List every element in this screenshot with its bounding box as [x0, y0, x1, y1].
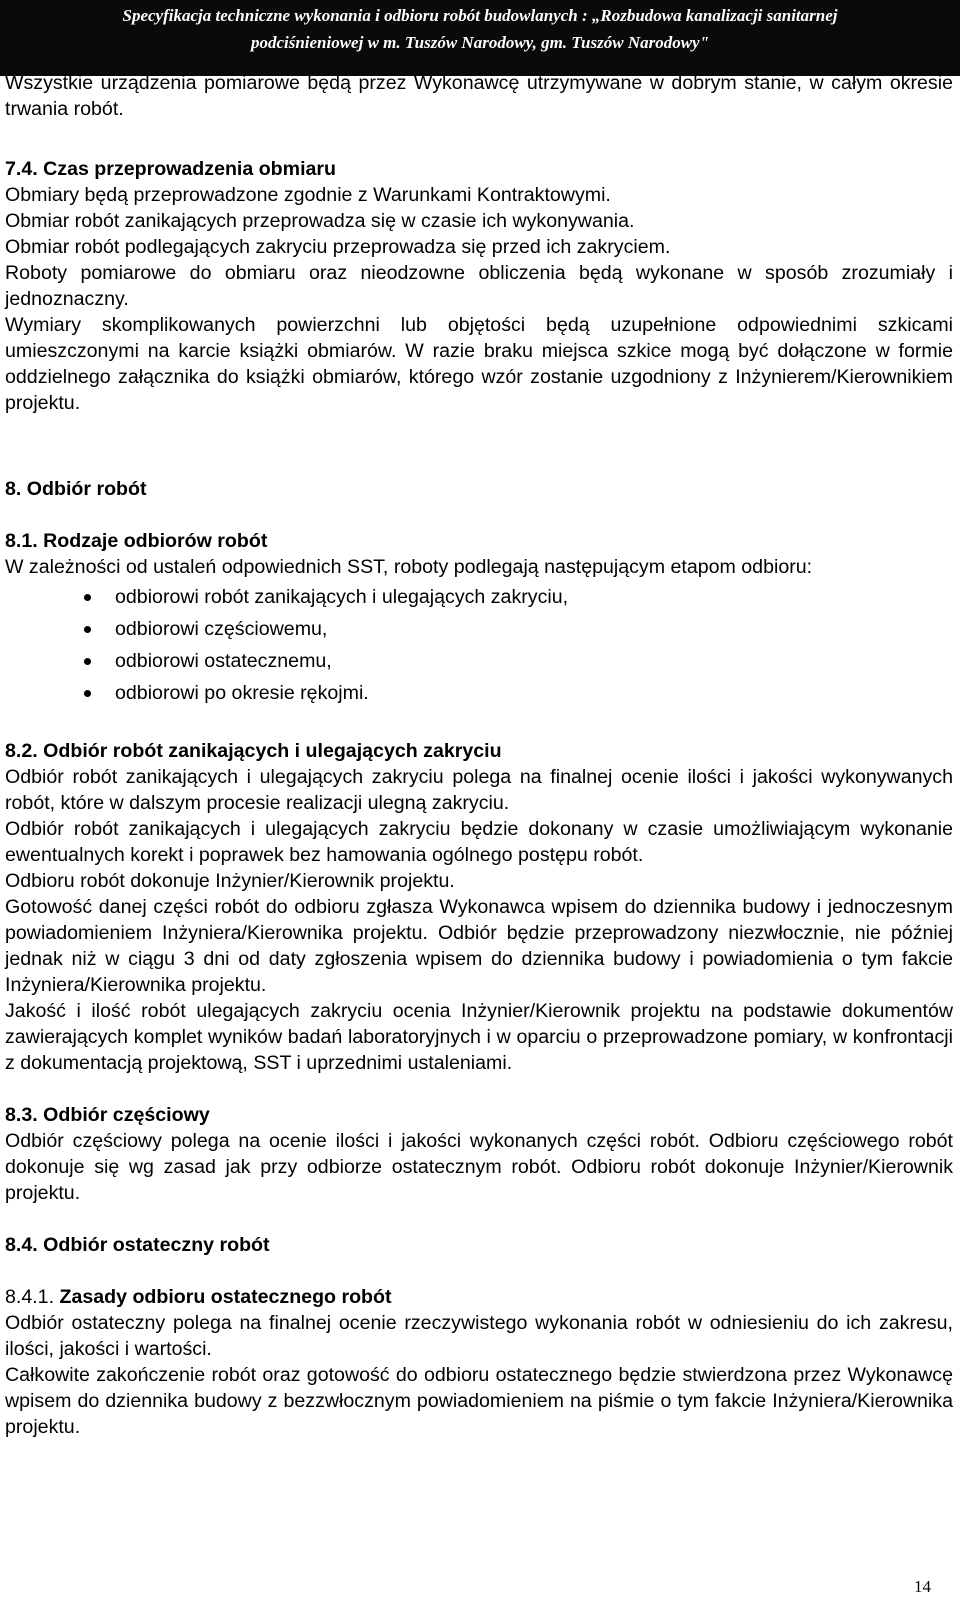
- section-7-4-line-5: Wymiary skomplikowanych powierzchni lub objętości będą uzupełnione odpowiednimi szkicami umieszczonymi na karcie książki obmiarów. W razie braku miejsca szkice mogą być dołączone w formie oddzielnego załącznika do książki obmiarów, którego wzór zostanie uzgodniony z Inżynierem/Kierownikiem projektu.: [5, 314, 953, 414]
- section-8-2-number: 8.2.: [5, 740, 38, 762]
- section-8-2-para-2: Odbiór robót zanikających i ulegających zakryciu będzie dokonany w czasie umożliwiającym wykonanie ewentualnych korekt i poprawek bez hamowania ogólnego postępu robót.: [5, 818, 953, 866]
- section-8-3-number: 8.3.: [5, 1104, 38, 1126]
- section-8-4-1-title: Zasady odbioru ostatecznego robót: [59, 1286, 392, 1308]
- section-8-2-heading: [5, 738, 953, 764]
- document-header: [0, 0, 960, 76]
- section-8-2-para-3: Odbioru robót dokonuje Inżynier/Kierownik projektu.: [5, 870, 455, 892]
- header-line-1: Specyfikacja techniczne wykonania i odbioru robót budowlanych : „Rozbudowa kanalizacji sanitarnej: [122, 6, 838, 25]
- section-8-2-para-4: Gotowość danej części robót do odbioru zgłasza Wykonawca wpisem do dziennika budowy i jednoczesnym powiadomieniem Inżyniera/Kierownika projektu. Odbiór będzie przeprowadzony niezwłocznie, nie później jednak niż w ciągu 3 dni od daty zgłoszenia wpisem do dziennika budowy i powiadomienia o tym fakcie Inżyniera/Kierownika projektu.: [5, 896, 953, 996]
- section-8-3-title: Odbiór częściowy: [43, 1104, 210, 1126]
- section-7-4-line-4: Roboty pomiarowe do obmiaru oraz nieodzowne obliczenia będą wykonane w sposób zrozumiały i jednoznaczny.: [5, 262, 953, 310]
- page-number: 14: [914, 1577, 931, 1596]
- section-8-2-title: Odbiór robót zanikających i ulegających zakryciu: [43, 740, 502, 762]
- section-8-title: 8. Odbiór robót: [5, 478, 147, 500]
- bullet-icon: [84, 658, 91, 665]
- bullet-icon: [84, 594, 91, 601]
- section-8-2-para-5: Jakość i ilość robót ulegających zakryciu ocenia Inżynier/Kierownik projektu na podstawie dokumentów zawierających komplet wyników badań laboratoryjnych i w oparciu o przeprowadzone pomiary, w konfrontacji z dokumentacją projektową, SST i uprzednimi ustaleniami.: [5, 1000, 953, 1074]
- section-7-4-line-2: Obmiar robót zanikających przeprowadza się w czasie ich wykonywania.: [5, 210, 635, 232]
- document-body: [5, 70, 953, 1440]
- section-7-4-title: 7.4. Czas przeprowadzenia obmiaru: [5, 158, 337, 180]
- section-7-4-line-1: Obmiary będą przeprowadzone zgodnie z Warunkami Kontraktowymi.: [5, 184, 611, 206]
- section-8-1-heading: [5, 528, 953, 554]
- intro-paragraph: Wszystkie urządzenia pomiarowe będą przez Wykonawcę utrzymywane w dobrym stanie, w całym okresie trwania robót.: [5, 72, 953, 120]
- section-8-3-para: Odbiór częściowy polega na ocenie ilości i jakości wykonanych części robót. Odbioru częściowego robót dokonuje się wg zasad jak przy odbiorze ostatecznym robót. Odbioru robót dokonuje Inżynier/Kierownik projektu.: [5, 1130, 953, 1204]
- section-8-4-1-para-2: Całkowite zakończenie robót oraz gotowość do odbioru ostatecznego będzie stwierdzona przez Wykonawcę wpisem do dziennika budowy z bezzwłocznym powiadomieniem na piśmie o tym fakcie Inżyniera/Kierownika projektu.: [5, 1364, 953, 1438]
- section-8-4-1-para-1: Odbiór ostateczny polega na finalnej ocenie rzeczywistego wykonania robót w odniesieniu do ich zakresu, ilości, jakości i wartości.: [5, 1312, 953, 1360]
- section-8-4-1-heading: [5, 1284, 953, 1310]
- list-item: odbiorowi robót zanikających i ulegających zakryciu,: [5, 584, 953, 610]
- bullet-icon: [84, 626, 91, 633]
- section-8-1-title: Rodzaje odbiorów robót: [43, 530, 268, 552]
- list-item: odbiorowi częściowemu,: [5, 616, 953, 642]
- section-8-4-title: 8.4. Odbiór ostateczny robót: [5, 1234, 270, 1256]
- section-7-4-line-3: Obmiar robót podlegających zakryciu przeprowadza się przed ich zakryciem.: [5, 236, 671, 258]
- header-line-2: podciśnieniowej w m. Tuszów Narodowy, gm. Tuszów Narodowy": [250, 33, 710, 52]
- section-8-4-1-number: 8.4.1.: [5, 1286, 55, 1308]
- list-item: odbiorowi ostatecznemu,: [5, 648, 953, 674]
- acceptance-stages-list: [5, 584, 953, 706]
- section-8-1-number: 8.1.: [5, 530, 38, 552]
- section-8-3-heading: [5, 1102, 953, 1128]
- section-8-2-para-1: Odbiór robót zanikających i ulegających zakryciu polega na finalnej ocenie ilości i jakości wykonywanych robót, które w dalszym procesie realizacji ulegną zakryciu.: [5, 766, 953, 814]
- list-item: odbiorowi po okresie rękojmi.: [5, 680, 953, 706]
- bullet-icon: [84, 690, 91, 697]
- section-8-1-intro: W zależności od ustaleń odpowiednich SST, roboty podlegają następującym etapom odbioru:: [5, 556, 813, 578]
